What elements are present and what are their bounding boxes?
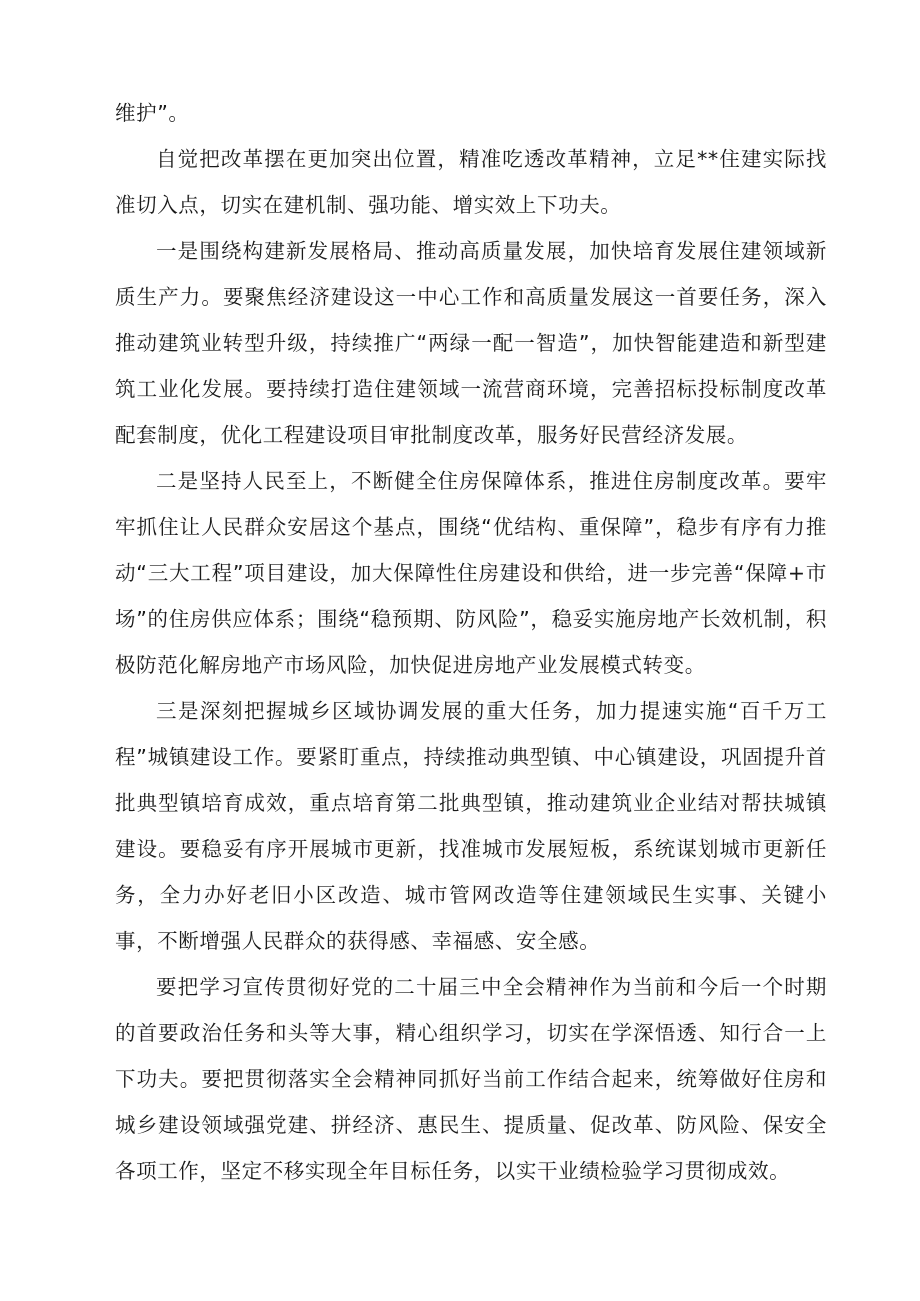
paragraph-continuation: 维护”。 <box>115 101 190 125</box>
document-body <box>115 90 827 1194</box>
paragraph-point-one: 一是围绕构建新发展格局、推动高质量发展，加快培育发展住建领域新质生产力。要聚焦经济建设这一中心工作和高质量发展这一首要任务，深入推动建筑业转型升级，持续推广“两绿一配一智造”，加快智能建造和新型建筑工业化发展。要持续打造住建领域一流营商环境，完善招标投标制度改革配套制度，优化工程建设项目审批制度改革，服务好民营经济发展。 <box>115 239 827 447</box>
paragraph-reform-intro: 自觉把改革摆在更加突出位置，精准吃透改革精神，立足**住建实际找准切入点，切实在建机制、强功能、增实效上下功夫。 <box>115 147 827 217</box>
paragraph-conclusion: 要把学习宣传贯彻好党的二十届三中全会精神作为当前和今后一个时期的首要政治任务和头等大事，精心组织学习，切实在学深悟透、知行合一上下功夫。要把贯彻落实全会精神同抓好当前工作结合起来，统筹做好住房和城乡建设领域强党建、拼经济、惠民生、提质量、促改革、防风险、保安全各项工作，坚定不移实现全年目标任务，以实干业绩检验学习贯彻成效。 <box>115 975 827 1183</box>
paragraph-point-three: 三是深刻把握城乡区域协调发展的重大任务，加力提速实施“百千万工程”城镇建设工作。要紧盯重点，持续推动典型镇、中心镇建设，巩固提升首批典型镇培育成效，重点培育第二批典型镇，推动建筑业企业结对帮扶城镇建设。要稳妥有序开展城市更新，找准城市发展短板，系统谋划城市更新任务，全力办好老旧小区改造、城市管网改造等住建领域民生实事、关键小事，不断增强人民群众的获得感、幸福感、安全感。 <box>115 699 827 953</box>
paragraph-point-two: 二是坚持人民至上，不断健全住房保障体系，推进住房制度改革。要牢牢抓住让人民群众安居这个基点，围绕“优结构、重保障”，稳步有序有力推动“三大工程”项目建设，加大保障性住房建设和供给，进一步完善“保障+市场”的住房供应体系；围绕“稳预期、防风险”，稳妥实施房地产长效机制，积极防范化解房地产市场风险，加快促进房地产业发展模式转变。 <box>115 469 827 677</box>
